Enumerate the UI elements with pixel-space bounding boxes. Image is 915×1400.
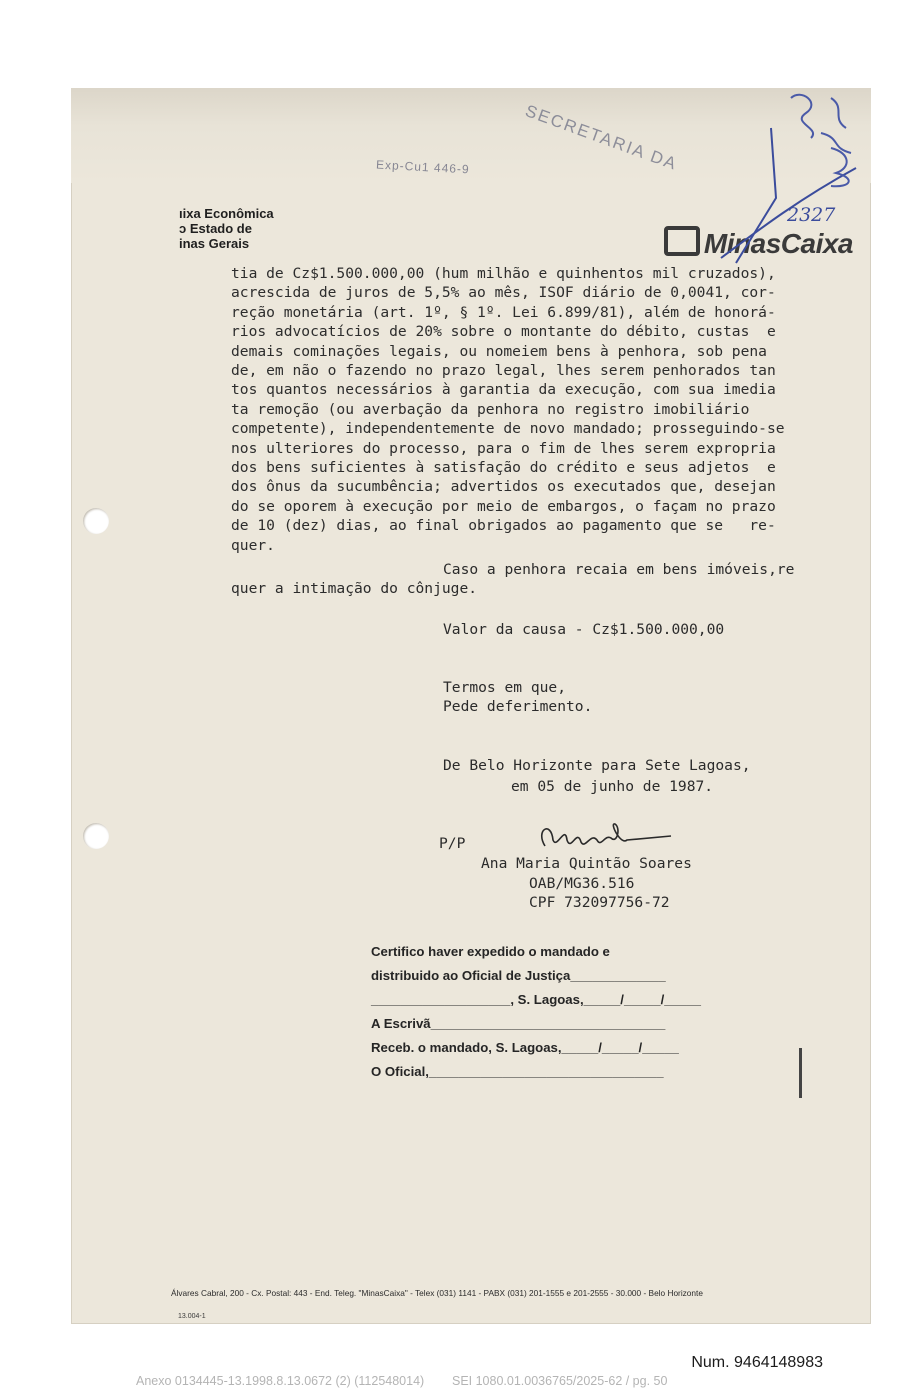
body-line: de 10 (dez) dias, ao final obrigados ao pagamento que se re- (231, 517, 776, 535)
body-line: reção monetária (art. 1º, § 1º. Lei 6.899/81), além de honorá- (231, 303, 776, 321)
body-line: demais cominações legais, ou nomeiem bens à penhora, sob pena (231, 342, 767, 360)
body-line: competente), independentemente de novo mandado; prosseguindo-se (231, 420, 785, 438)
certificate-line: O Oficial,________________________________ (371, 1064, 664, 1079)
body-line: dos ônus da sucumbência; advertidos os executados que, desejan (231, 478, 776, 496)
margin-mark (799, 1048, 802, 1098)
punch-hole-top (83, 508, 109, 534)
bank-name (179, 206, 274, 251)
oab-number: OAB/MG36.516 (529, 875, 635, 892)
date-line: em 05 de junho de 1987. (511, 778, 714, 795)
place-line: De Belo Horizonte para Sete Lagoas, (443, 757, 751, 774)
bank-line-3: inas Gerais (179, 236, 250, 251)
logo-text: MinasCaixa (703, 228, 853, 259)
handwritten-number: 2327 (787, 204, 836, 226)
cpf-number: CPF 732097756-72 (529, 894, 670, 911)
termos-line-1: Termos em que, (443, 679, 567, 696)
body-line: quer. (231, 536, 275, 554)
body-line: acrescida de juros de 5,5% ao mês, ISOF diário de 0,0041, cor- (231, 284, 776, 302)
pp-label: P/P (439, 835, 466, 852)
secretaria-stamp: SECRETARIA DA (522, 101, 681, 174)
certificate-line: distribuido ao Oficial de Justiça_____________ (371, 968, 666, 983)
body-line: dos bens suficientes à satisfação do crédito e seus adjetos e (231, 459, 776, 477)
certificate-block (371, 940, 761, 1084)
bank-address-footer: Álvares Cabral, 200 - Cx. Postal: 443 - End. Teleg. "MinasCaixa" - Telex (031) 1141 - PABX (031) 201-1555 e 201-2555 - 30.000 - Belo Horizonte (171, 1288, 703, 1298)
annex-reference: Anexo 0134445-13.1998.8.13.0672 (2) (112548014) SEI 1080.01.0036765/2025-62 / pg. 50 (136, 1374, 668, 1388)
body-line: do se oporem à execução por meio de embargos, o façam no prazo (231, 497, 776, 515)
signer-name: Ana Maria Quintão Soares (481, 855, 692, 872)
protocol-strip: Exp-Cu1 446-9 (375, 157, 471, 177)
body-line: rios advocatícios de 20% sobre o montante do débito, custas e (231, 323, 776, 341)
spouse-line-1: Caso a penhora recaia em bens imóveis,re (443, 561, 795, 578)
lawyer-signature (531, 810, 681, 860)
form-code: 13.004-1 (178, 1313, 206, 1320)
body-line: ta remoção (ou averbação da penhora no registro imobiliário (231, 400, 750, 418)
body-line: de, em não o fazendo no prazo legal, lhes serem penhorados tan (231, 362, 776, 380)
document-page (71, 88, 871, 1324)
certificate-line: Certifico haver expedido o mandado e (371, 944, 610, 959)
petition-body (231, 264, 851, 555)
body-line: tia de Cz$1.500.000,00 (hum milhão e quinhentos mil cruzados), (231, 265, 776, 282)
certificate-line: ___________________, S. Lagoas,_____/_____/_____ (371, 992, 701, 1007)
handwritten-marks (681, 88, 871, 268)
body-line: nos ulteriores do processo, para o fim de lhes serem expropria (231, 439, 776, 457)
certificate-line: Receb. o mandado, S. Lagoas,_____/_____/_____ (371, 1040, 679, 1055)
termos-line-2: Pede deferimento. (443, 698, 593, 715)
bank-line-2: ɔ Estado de (179, 221, 252, 236)
bank-line-1: ıixa Econômica (179, 206, 274, 221)
certificate-line: A Escrivã________________________________ (371, 1016, 666, 1031)
punch-hole-bottom (83, 823, 109, 849)
spouse-line-2: quer a intimação do cônjuge. (231, 580, 478, 597)
body-line: tos quantos necessários à garantia da execução, com sua imedia (231, 381, 776, 399)
valor-da-causa: Valor da causa - Cz$1.500.000,00 (443, 621, 725, 638)
document-number: Num. 9464148983 (691, 1354, 823, 1371)
